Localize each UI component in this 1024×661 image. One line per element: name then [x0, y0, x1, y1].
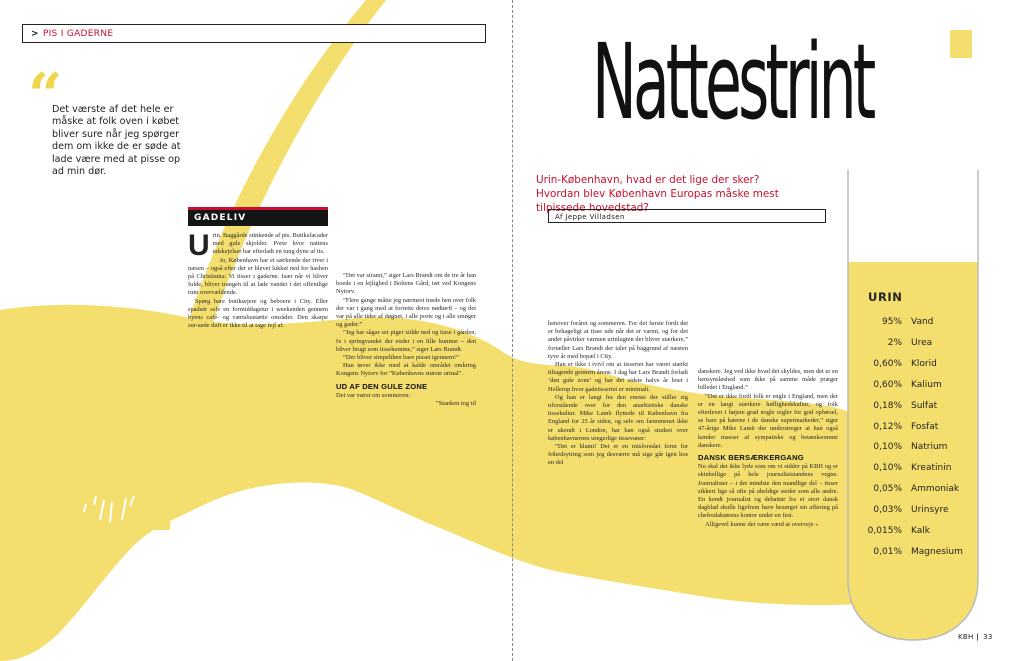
list-item [856, 437, 972, 458]
list-item [856, 521, 972, 542]
column-4 [698, 368, 838, 529]
byline: Af Jeppe Villadsen [548, 209, 826, 223]
item-pct: 2% [887, 337, 902, 348]
list-item [856, 312, 972, 333]
paragraph: Og han er langt fra den eneste der stiller sig uforstående over for den anarkistiske danske tissekultur. Mike Lamb flyttede til København fra England for 25 år siden, og selv om fænomenet ikke er ukendt i London, har han også studset over københavnernes uregerlige tissevaner: [548, 393, 688, 442]
paragraph: ”Det er klamt! Det er en misforstået form for frihedsytring som jeg desværre må sige går igen hos en del [548, 443, 688, 467]
item-name: Urea [911, 337, 933, 348]
page-gutter [512, 0, 513, 661]
paragraph: ”Det var stramt,” siger Lars Brandt om de tre år han boede i en lejlighed i Boltens Gård, tæt ved Kongens Nytorv. [336, 272, 476, 296]
section-tag [22, 24, 486, 43]
item-name: Kalk [911, 526, 930, 537]
paragraph: Han tøver ikke med at kalde området omkring Kongens Nytorv for ”Københavns største urinal”. [336, 362, 476, 378]
column-2 [336, 272, 476, 408]
paragraph-text: Alligevel kunne det være værd at overveje [705, 520, 814, 528]
list-item [856, 479, 972, 500]
list-item [856, 333, 972, 354]
item-name: Vand [911, 317, 934, 327]
item-name: Natrium [911, 442, 948, 453]
subheading: DANSK BERSÆRKERGANG [698, 453, 804, 463]
gadeliv-body [188, 229, 328, 330]
item-name: Ammoniak [911, 484, 960, 495]
continue-icon: » [815, 520, 819, 528]
paragraph: ”Der bliver simpelthen bare pisset igennem!” [343, 354, 459, 362]
item-pct: 0,10% [873, 463, 902, 474]
paragraph: ”Stanken tog til [435, 400, 476, 408]
paragraph: Nu skal det ikke lyde som om vi sidder på KBH og er skinhellige på hele journaliststandens vegne. Journalister – i det mindste den mandlige del – tisser sikkert lige så ofte på uheldige steder som alle andre. En kendt journalist og debattør fra et stort dansk dagblad skulle ligefrem have besørget sin afføring på chefredaktørens kontor under en fest. [698, 463, 838, 520]
subheading: UD AF DEN GULE ZONE [336, 381, 428, 391]
item-pct: 0,60% [873, 379, 902, 390]
urine-header: URIN [868, 290, 903, 304]
page-title: Nattestrint [592, 21, 873, 143]
list-item [856, 375, 972, 396]
list-item [856, 354, 972, 375]
paragraph: Spørg bare butiksejere og beboere i City. Eller spadsér selv en formiddagstur i weekenden gennem byens café- og værtshustætte områder. Den skarpe sur-søde duft er ikke til at tage fejl af. [188, 297, 328, 330]
urine-composition [856, 290, 972, 563]
list-item [856, 396, 972, 417]
item-name: Magnesium [911, 546, 963, 557]
paragraph: rin. Baggårde stinkende af pis. Butiksfacader med gule skjolder. Porte hvor nattens udskejelser har efterladt en tung dyne af tis. [212, 232, 328, 256]
paragraph [698, 521, 838, 529]
item-pct: 0,015% [867, 526, 902, 537]
gadeliv-label: GADELIV [188, 210, 328, 226]
paragraph: Det var værst om sommeren: [336, 391, 411, 399]
chevron-right-icon: > [31, 29, 39, 39]
item-pct: 0,18% [873, 400, 902, 411]
paragraph: Jo, København har et særkende der river i næsen – også efter der er blevet lukket ned for hashen på Christiania: Vi tisser i gaderne. Især når vi bliver fulde, bliver trangen til at lade vandet i det offentlige rum overvældende. [188, 256, 328, 297]
paragraph: danskere. Jeg ved ikke hvad det skyldes, men det er en hensynsløshed som ikke på samme måde præger billedet i England.” [698, 368, 838, 392]
item-pct: 0,12% [873, 421, 902, 432]
title-accent-block [950, 30, 972, 58]
paragraph: ”Det er ikke fordi folk er engle i England, men der er en langt stærkere høflighedskultur, og folk efterlever i højere grad nogle regler for god opførsel, se bare på køerne i de danske supermarkeder,” siger 47-årige Mike Lamb der understreger at han også kender masser af sympatiske og betænksomme danskere. [698, 392, 838, 449]
paragraph: ”Flere gange måtte jeg nærmest træde hen over folk der var i gang med at forrette deres nødtørft – og det var på alle tider af døgnet, i alle porte og i alle smøger og gader.” [336, 296, 476, 329]
item-pct: 0,03% [873, 505, 902, 516]
drop-cap: U [188, 229, 210, 262]
paragraph: henover foråret og sommeren. For det første fordi det er behageligt at tisse ude når det er varmt, og for det andet påvirker varmen urinlugten der bliver stærkere,” fortæller Lars Brandt der taler på baggrund af næsten tyve år med bopæl i City. [548, 320, 688, 360]
page-number: 33 [983, 633, 993, 641]
item-name: Fosfat [911, 421, 939, 432]
magazine-name: KBH [958, 633, 974, 641]
item-name: Kreatinin [911, 463, 952, 474]
item-name: Klorid [911, 358, 937, 369]
page-folio: KBH | 33 [958, 633, 993, 641]
item-pct: 95% [881, 317, 902, 327]
list-item [856, 458, 972, 479]
item-name: Urinsyre [911, 505, 949, 516]
pull-quote: Det værste af det hele er måske at folk oven i købet bliver sure når jeg spørger dem om ikke de er søde at lade være med at pisse op ad min dør. [52, 104, 181, 178]
lead-text: Urin-København, hvad er det lige der sker? Hvordan blev København Europas måske mest tilpissede hovedstad? [536, 174, 779, 214]
section-tag-label: PIS I GADERNE [42, 29, 114, 39]
quote-mark: “ [28, 61, 63, 131]
list-item [856, 542, 972, 563]
item-pct: 0,05% [873, 484, 902, 495]
gadeliv-column [188, 207, 328, 330]
item-pct: 0,10% [873, 442, 902, 453]
list-item [856, 417, 972, 438]
list-item [856, 500, 972, 521]
column-3 [548, 320, 688, 468]
item-name: Kalium [911, 379, 942, 390]
paragraph: Han er ikke i tvivl om at tisseriet har været stærkt tiltagende gennem årene. I dag har Lars Brandt forladt ’den gule zone’ og har det sidste halve år boet i Hellerup hvor gadetisseriet er minimalt. [548, 361, 688, 393]
item-pct: 0,01% [873, 546, 902, 557]
item-pct: 0,60% [873, 358, 902, 369]
paragraph: ”Jeg har sågar set piger sidde ned og tisse i gården, fx i springvandet der ender i en lille kumme – den bliver brugt som tissekumme,” siger Lars Brandt. [336, 329, 476, 353]
item-name: Sulfat [911, 400, 938, 411]
